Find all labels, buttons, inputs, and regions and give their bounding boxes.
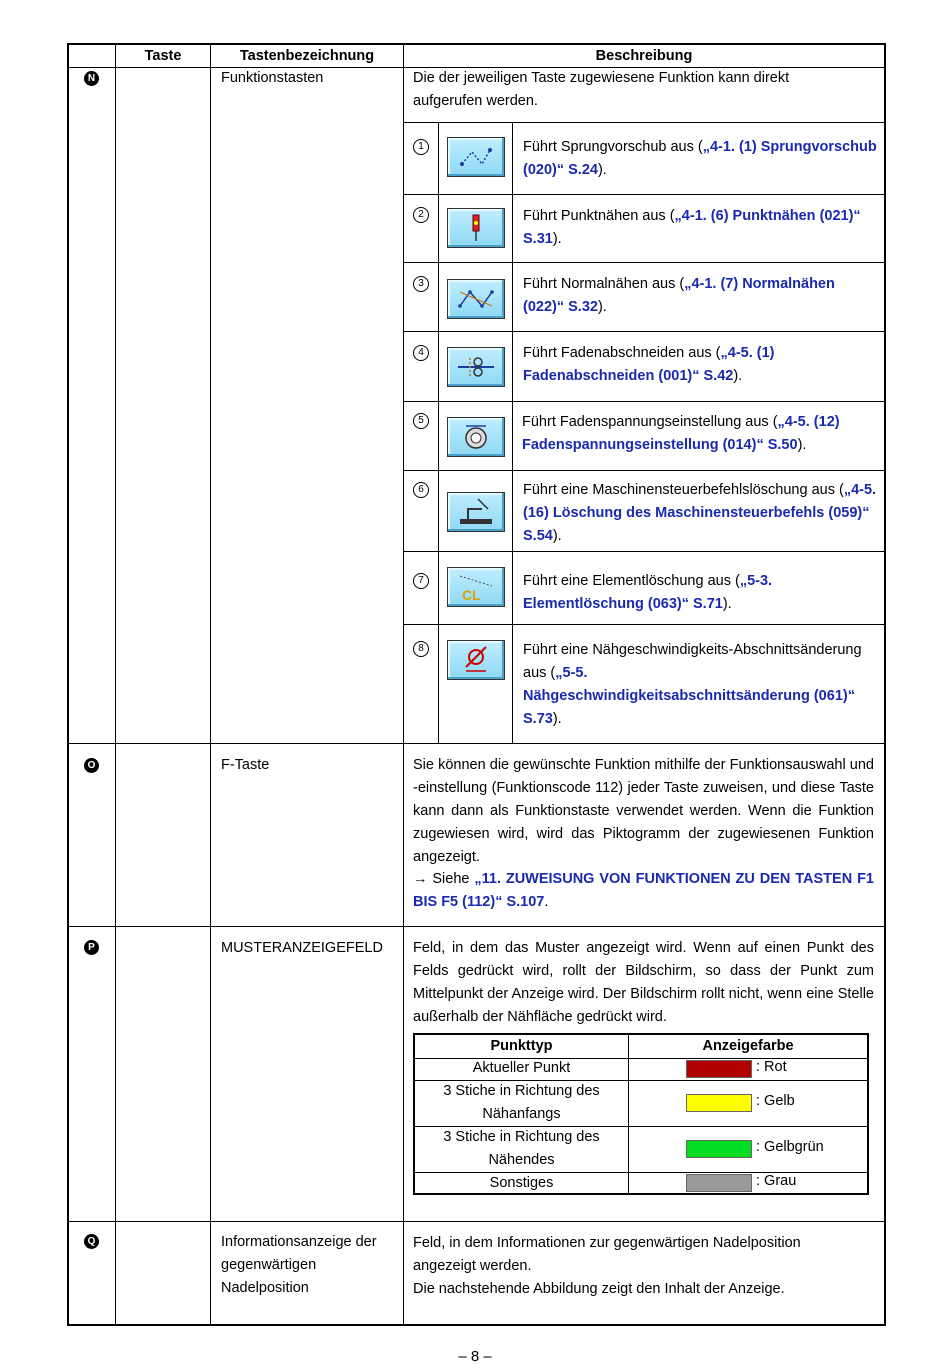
row-o-see-also: → Siehe „11. ZUWEISUNG VON FUNKTIONEN ZU DEN TASTEN F1 BIS F5 (112)“ S.107.	[413, 871, 874, 910]
thread-trimming-icon[interactable]	[447, 347, 505, 387]
row-n-description: Die der jeweiligen Taste zugewiesene Funktion kann direkt aufgerufen werden.	[413, 70, 790, 109]
row-divider	[67, 1221, 886, 1222]
table-border-left	[67, 43, 69, 1326]
subtable-row-line	[403, 262, 885, 263]
key-name-informationsanzeige: Informationsanzeige der gegenwärtigen Nadelposition	[221, 1234, 377, 1296]
row-divider	[67, 926, 886, 927]
subtable-row-line	[403, 624, 885, 625]
jump-feed-icon[interactable]	[447, 137, 505, 177]
row-letter-n: N	[84, 71, 99, 86]
subtable-row-line	[403, 122, 885, 123]
item-number-7: 7	[413, 573, 429, 589]
color-swatch-yellow-green	[686, 1140, 752, 1158]
row-letter-o: O	[84, 758, 99, 773]
element-clear-icon[interactable]	[447, 567, 505, 607]
item-text-5: Führt Fadenspannungseinstellung aus („4-5. (12) Fadenspannungseinstellung (014)“ S.50).	[522, 414, 840, 453]
thread-tension-icon[interactable]	[447, 417, 505, 457]
subtable-row-line	[403, 331, 885, 332]
point-sewing-icon[interactable]	[447, 208, 505, 248]
item-text-4: Führt Fadenabschneiden aus („4-5. (1) Fadenabschneiden (001)“ S.42).	[523, 345, 775, 384]
row-divider	[67, 743, 886, 744]
point-type-other: Sonstiges	[489, 1175, 554, 1191]
ref-link[interactable]: „4-1. (7) Normalnähen (022)“ S.32	[523, 276, 835, 315]
header-beschreibung: Beschreibung	[595, 48, 693, 64]
column-divider	[210, 43, 211, 1326]
key-name-funktionstasten: Funktionstasten	[221, 70, 324, 86]
row-q-description-2: Die nachstehende Abbildung zeigt den Inhalt der Anzeige.	[413, 1281, 785, 1297]
item-number-2: 2	[413, 207, 429, 223]
color-swatch-yellow	[686, 1094, 752, 1112]
ref-link[interactable]: „11. ZUWEISUNG VON FUNKTIONEN ZU DEN TASTEN F1 BIS F5 (112)“ S.107	[413, 871, 874, 910]
ref-link[interactable]: „5-3. Elementlöschung (063)“ S.71	[523, 573, 773, 612]
color-label-yellow: : Gelb	[756, 1093, 795, 1109]
color-label-yellow-green: : Gelbgrün	[756, 1139, 824, 1155]
subtable-row-line	[403, 401, 885, 402]
item-number-8: 8	[413, 641, 429, 657]
speed-section-change-icon[interactable]	[447, 640, 505, 680]
item-number-5: 5	[413, 413, 429, 429]
color-swatch-red	[686, 1060, 752, 1078]
item-text-8: Führt eine Nähgeschwindigkeits-Abschnittsänderung aus („5-5. Nähgeschwindigkeitsabschnittsänderung (061)“ S.73).	[523, 642, 862, 727]
subtable-divider	[512, 123, 513, 743]
subtable-row-line	[403, 470, 885, 471]
ref-link[interactable]: „4-5. (16) Löschung des Maschinensteuerbefehls (059)“ S.54	[523, 482, 877, 544]
item-text-7: Führt eine Elementlöschung aus („5-3. Elementlöschung (063)“ S.71).	[523, 573, 773, 612]
color-label-gray: : Grau	[756, 1173, 797, 1189]
item-text-3: Führt Normalnähen aus („4-1. (7) Normalnähen (022)“ S.32).	[523, 276, 835, 315]
item-text-1: Führt Sprungvorschub aus („4-1. (1) Sprungvorschub (020)“ S.24).	[523, 139, 877, 178]
key-name-musteranzeigefeld: MUSTERANZEIGEFELD	[221, 940, 383, 956]
color-table	[413, 1033, 869, 1195]
subtable-row-line	[403, 551, 885, 552]
item-number-1: 1	[413, 139, 429, 155]
row-q-description-1: Feld, in dem Informationen zur gegenwärtigen Nadelposition angezeigt werden.	[413, 1235, 801, 1274]
ref-link[interactable]: „4-5. (12) Fadenspannungseinstellung (014)“ S.50	[522, 414, 840, 453]
item-number-3: 3	[413, 276, 429, 292]
row-p-description: Feld, in dem das Muster angezeigt wird. Wenn auf einen Punkt des Felds gedrückt wird, rollt der Bildschirm, so dass der Punkt zum Mittelpunkt der Anzeige wird. Der Bildschirm rollt nicht, wenn eine Stelle außerhalb der Nähfläche gedrückt wird.	[413, 940, 874, 1025]
header-taste: Taste	[144, 48, 182, 64]
ref-link[interactable]: „4-1. (6) Punktnähen (021)“ S.31	[523, 208, 861, 247]
ref-link[interactable]: „4-5. (1) Fadenabschneiden (001)“ S.42	[523, 345, 775, 384]
item-text-6: Führt eine Maschinensteuerbefehlslöschung aus („4-5. (16) Löschung des Maschinensteuerbefehls (059)“ S.54).	[523, 482, 877, 544]
svg-text:CL: CL	[462, 587, 481, 603]
color-table-header-type: Punkttyp	[490, 1038, 553, 1054]
table-border-bottom	[67, 1324, 886, 1326]
point-type-current: Aktueller Punkt	[472, 1060, 571, 1076]
header-tastenbezeichnung: Tastenbezeichnung	[239, 48, 375, 64]
color-table-header-color: Anzeigefarbe	[702, 1038, 794, 1054]
item-text-2: Führt Punktnähen aus („4-1. (6) Punktnähen (021)“ S.31).	[523, 208, 861, 247]
normal-sewing-icon[interactable]	[447, 279, 505, 319]
machine-control-delete-icon[interactable]	[447, 492, 505, 532]
ref-link[interactable]: „4-1. (1) Sprungvorschub (020)“ S.24	[523, 139, 877, 178]
subtable-divider	[438, 123, 439, 743]
point-type-start: 3 Stiche in Richtung des Nähanfangs	[443, 1083, 600, 1122]
subtable-row-line	[403, 194, 885, 195]
row-o-description: Sie können die gewünschte Funktion mithilfe der Funktionsauswahl und -einstellung (Funktionscode 112) jeder Taste zuweisen, und diese Taste kann dann als Funktionstaste verwendet werden. Wenn die Funktion zugewiesen wird, wird das Piktogramm der zugewiesenen Funktion angezeigt.	[413, 757, 874, 865]
color-swatch-gray	[686, 1174, 752, 1192]
item-number-6: 6	[413, 482, 429, 498]
column-divider	[115, 43, 116, 1326]
row-letter-p: P	[84, 940, 99, 955]
row-letter-q: Q	[84, 1234, 99, 1249]
key-name-f-taste: F-Taste	[221, 757, 270, 773]
column-divider	[403, 43, 404, 1326]
point-type-end: 3 Stiche in Richtung des Nähendes	[443, 1129, 600, 1168]
color-label-red: : Rot	[756, 1059, 787, 1075]
item-number-4: 4	[413, 345, 429, 361]
ref-link[interactable]: „5-5. Nähgeschwindigkeitsabschnittsänderung (061)“ S.73	[523, 665, 855, 727]
page-number: – 8 –	[458, 1348, 492, 1365]
table-border-right	[884, 43, 886, 1326]
